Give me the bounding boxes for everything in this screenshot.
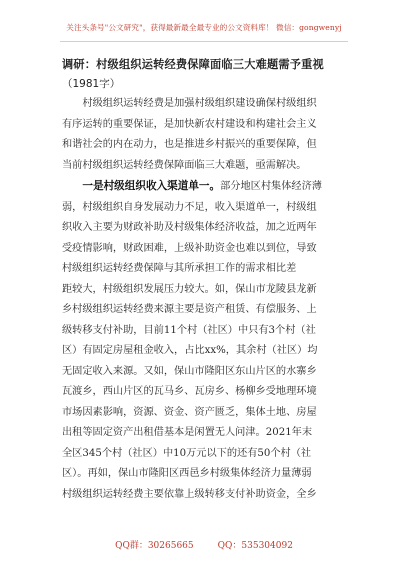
paragraph-line: 全区345个村（社区）中10万元以下的还有50个村（社	[62, 447, 312, 459]
paragraph-line: 受疫情影响，财政困难，上级补助资金也难以到位，导致	[62, 242, 317, 254]
paragraph-line: 乡村级组织运转经费来源主要是资产租赁、有偿服务、上	[62, 304, 317, 315]
paragraph-line	[62, 176, 352, 198]
paragraph-line: 区）。再如，保山市隆阳区西邑乡村级集体经济力量薄弱	[62, 468, 312, 479]
paragraph-line: 市场因素影响，资源、资金、资产匮乏，集体土地、房屋	[62, 406, 317, 418]
footer-qq-group: QQ群：30265665	[115, 541, 194, 551]
section-heading: 一是村级组织收入渠道单一。	[82, 180, 221, 192]
paragraph-line: 距较大，村级组织发展压力较大。如，保山市龙陵县龙新	[62, 283, 317, 295]
document-title: 调研：村级组织运转经费保障面临三大难题需予重视	[62, 58, 324, 71]
word-count: （1981字）	[62, 78, 121, 90]
paragraph-line: 和谐社会的内在动力，也是推进乡村振兴的重要保障，但	[62, 139, 317, 150]
paragraph-line: 有序运转的重要保证，是加快新农村建设和构建社会主义	[62, 118, 317, 130]
paragraph-section-1	[62, 176, 352, 505]
paragraph-intro	[62, 94, 352, 176]
paragraph-line: 无固定收入来源。又如，保山市隆阳区东山片区的水寨乡	[62, 365, 317, 377]
paragraph-line: 弱，村级组织自身发展动力不足，收入渠道单一，村级组	[62, 201, 317, 213]
footer-qq: QQ：535304092	[217, 541, 293, 551]
section-heading-continuation: 部分地区村集体经济薄	[220, 181, 322, 192]
header-banner: 关注头条号"公文研究"，获得最新最全最专业的公文资料库！ 微信：gongwenyj	[66, 23, 342, 32]
paragraph-line: 级转移支付补助，目前11个村（社区）中只有3个村（社	[62, 324, 316, 336]
paragraph-line: 村级组织运转经费主要依靠上级转移支付补助资金，全乡	[62, 488, 317, 500]
paragraph-line: 当前村级组织运转经费保障面临三大难题，亟需解决。	[62, 159, 307, 171]
paragraph-line: 织收入主要为财政补助及村级集体经济收益，加之近两年	[62, 222, 317, 233]
paragraph-line: 村级组织运转经费是加强村级组织建设确保村级组织	[82, 98, 317, 109]
paragraph-line: 村级组织运转经费保障与其所承担工作的需求相比差	[62, 263, 297, 274]
document-body	[62, 55, 352, 505]
paragraph-line: 出租等固定资产出租借基本是闲置无人问津。2021年末	[62, 427, 313, 438]
header-divider	[60, 41, 348, 42]
paragraph-line: 区）有固定房屋租金收入，占比xx%，其余村（社区）均	[62, 345, 318, 356]
paragraph-line: 瓦渡乡，西山片区的瓦马乡、瓦房乡、杨柳乡受地理环境	[62, 386, 317, 397]
footer-contact	[0, 538, 408, 551]
